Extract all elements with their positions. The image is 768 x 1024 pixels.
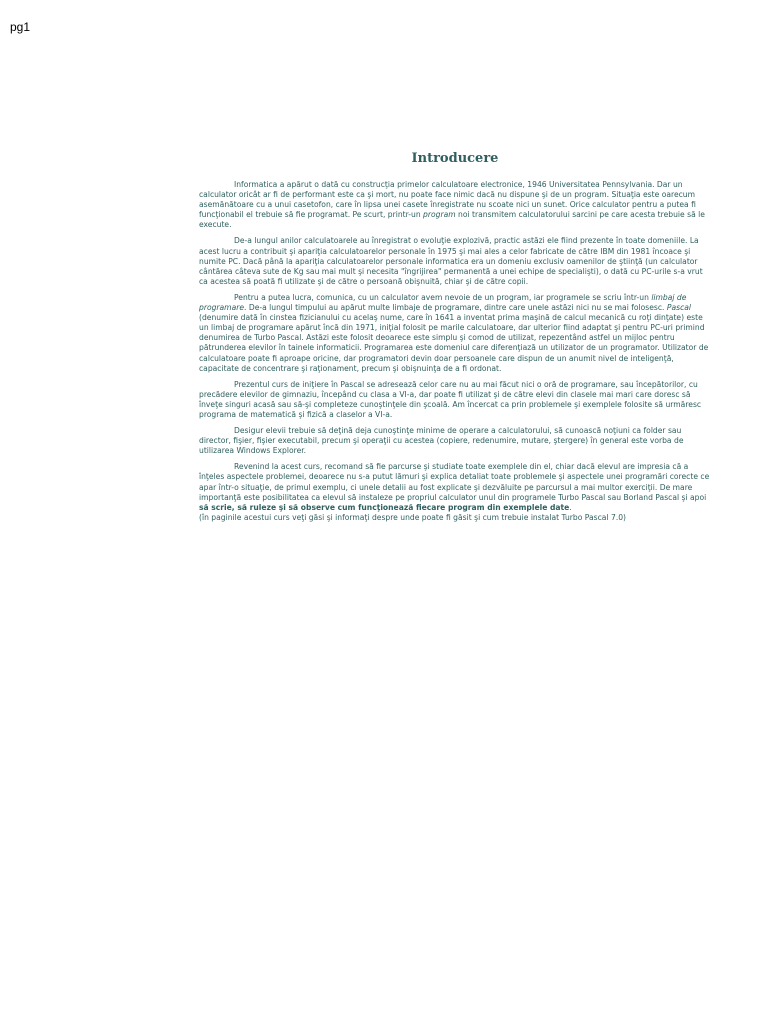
text-run: Desigur elevii trebuie să deţină deja cunoştinţe minime de operare a calculatorului, să cunoască noţiuni ca folder sau director, fişier, fişier executabil, precum şi operaţii cu acestea (copiere, redenumire, mutare, ştergere) în general este vorba de utilizarea Windows Explorer.	[199, 426, 684, 456]
text-run: De-a lungul anilor calculatoarele au înregistrat o evoluţie explozivă, practic astăzi ele fiind prezente în toate domeniile. La acest lucru a contribuit şi apariţia calculatoarelor personale în 1975 şi mai ales a celor fabricate de către IBM din 1981 încoace şi numite PC. Dacă până la apariţia calculatoarelor personale informatica era un domeniu exclusiv oamenilor de ştiinţă (un calculator cântărea câteva sute de Kg sau mai mult şi necesita "îngrijirea" permanentă a unei echipe de specialişti), o dată cu PC-urile s-a vrut ca acestea să poată fi utilizate şi de către o persoană obişnuită, chiar şi de către copii.	[199, 236, 703, 286]
emphasized-text: Pascal	[666, 303, 692, 313]
text-run: noi transmitem calculatorului sarcini pe care acesta trebuie să le execute.	[199, 210, 705, 230]
emphasized-text: program	[423, 210, 456, 220]
text-run: Pentru a putea lucra, comunica, cu un calculator avem nevoie de un program, iar programele se scriu într-un	[234, 292, 652, 302]
note-text: (în paginile acestui curs veţi găsi şi informaţi despre unde poate fi găsit şi cum trebuie instalat Turbo Pascal 7.0)	[199, 512, 627, 522]
text-run: Informatica a apărut o dată cu construcţia primelor calculatoare electronice, 1946 Universitatea Pennsylvania. Dar un calculator oricât ar fi de performant este ca şi mort, nu poate face nimic dacă nu dispune şi de un program. Situaţia este oarecum asemănătoare cu a unui casetofon, care în lipsa unei casete înregistrate nu scoate nici un sunet. Orice calculator pentru a putea fi funcţionabil el trebuie să fie programat. Pe scurt, printr-un	[199, 180, 696, 220]
body-paragraph	[199, 462, 711, 523]
text-run: . De-a lungul timpului au apărut multe limbaje de programare, dintre care unele astăzi nici nu se mai folosesc.	[244, 303, 667, 313]
emphasized-text: limbaj de programare	[199, 292, 687, 313]
body-paragraph	[199, 426, 711, 456]
body-paragraph	[199, 293, 711, 374]
body-paragraph	[199, 180, 711, 230]
body-paragraph	[199, 236, 711, 286]
bold-text: să scrie, să ruleze şi să observe cum funcţionează fiecare program din exemplele date	[199, 502, 570, 512]
body-paragraph	[199, 380, 711, 420]
document-title: Introducere	[411, 151, 499, 166]
text-run: Revenind la acest curs, recomand să fie parcurse şi studiate toate exemplele din el, chiar dacă elevul are impresia că a înţeles aspectele problemei, deoarece nu s-a putut lămuri şi explica detaliat toate problemele şi aspectele unei programări corecte ce apar într-o situaţie, de primul exemplu, ci unele detalii au fost explicate şi dezvăluite pe parcursul a mai multor exerciţii. De mare importanţă este posibilitatea ca elevul să instaleze pe propriul calculator unul din programele Turbo Pascal sau Borland Pascal şi apoi	[199, 462, 710, 502]
page-label: pg1	[10, 20, 31, 34]
text-run: .	[569, 502, 572, 512]
text-run: Prezentul curs de iniţiere în Pascal se adresează celor care nu au mai făcut nici o oră de programare, sau începătorilor, cu precădere elevilor de gimnaziu, începând cu clasa a VI-a, dar poate fi utilizat şi de către elevi din clasele mai mari care doresc să înveţe singuri acasă sau să-şi completeze cunoştinţele din şcoală. Am încercat ca prin problemele şi exemplele folosite să urmăresc programa de matematică şi fizică a claselor a VI-a.	[199, 379, 702, 419]
document-body	[199, 180, 711, 523]
text-run: (denumire dată în cinstea fizicianului cu acelaş nume, care în 1641 a inventat prima maşină de calcul mecanică cu roţi dinţate) este un limbaj de programare apărut încă din 1971, iniţial folosit pe marile calculatoare, dar ulterior fiind adaptat şi pentru PC-uri primind denumirea de Turbo Pascal. Astăzi este folosit deoarece este simplu şi comod de utilizat, repezentând astfel un mijloc pentru pătrunderea elevilor în tainele informaticii. Programarea este domeniul care diferenţiază un utilizator de un programator. Utilizator de calculatoare poate fi aproape oricine, dar programatori devin doar persoanele care dispun de un anumit nivel de inteligenţă, capacitate de concentrare şi raţionament, precum şi obişnuinţa de a fi ordonat.	[199, 313, 709, 373]
